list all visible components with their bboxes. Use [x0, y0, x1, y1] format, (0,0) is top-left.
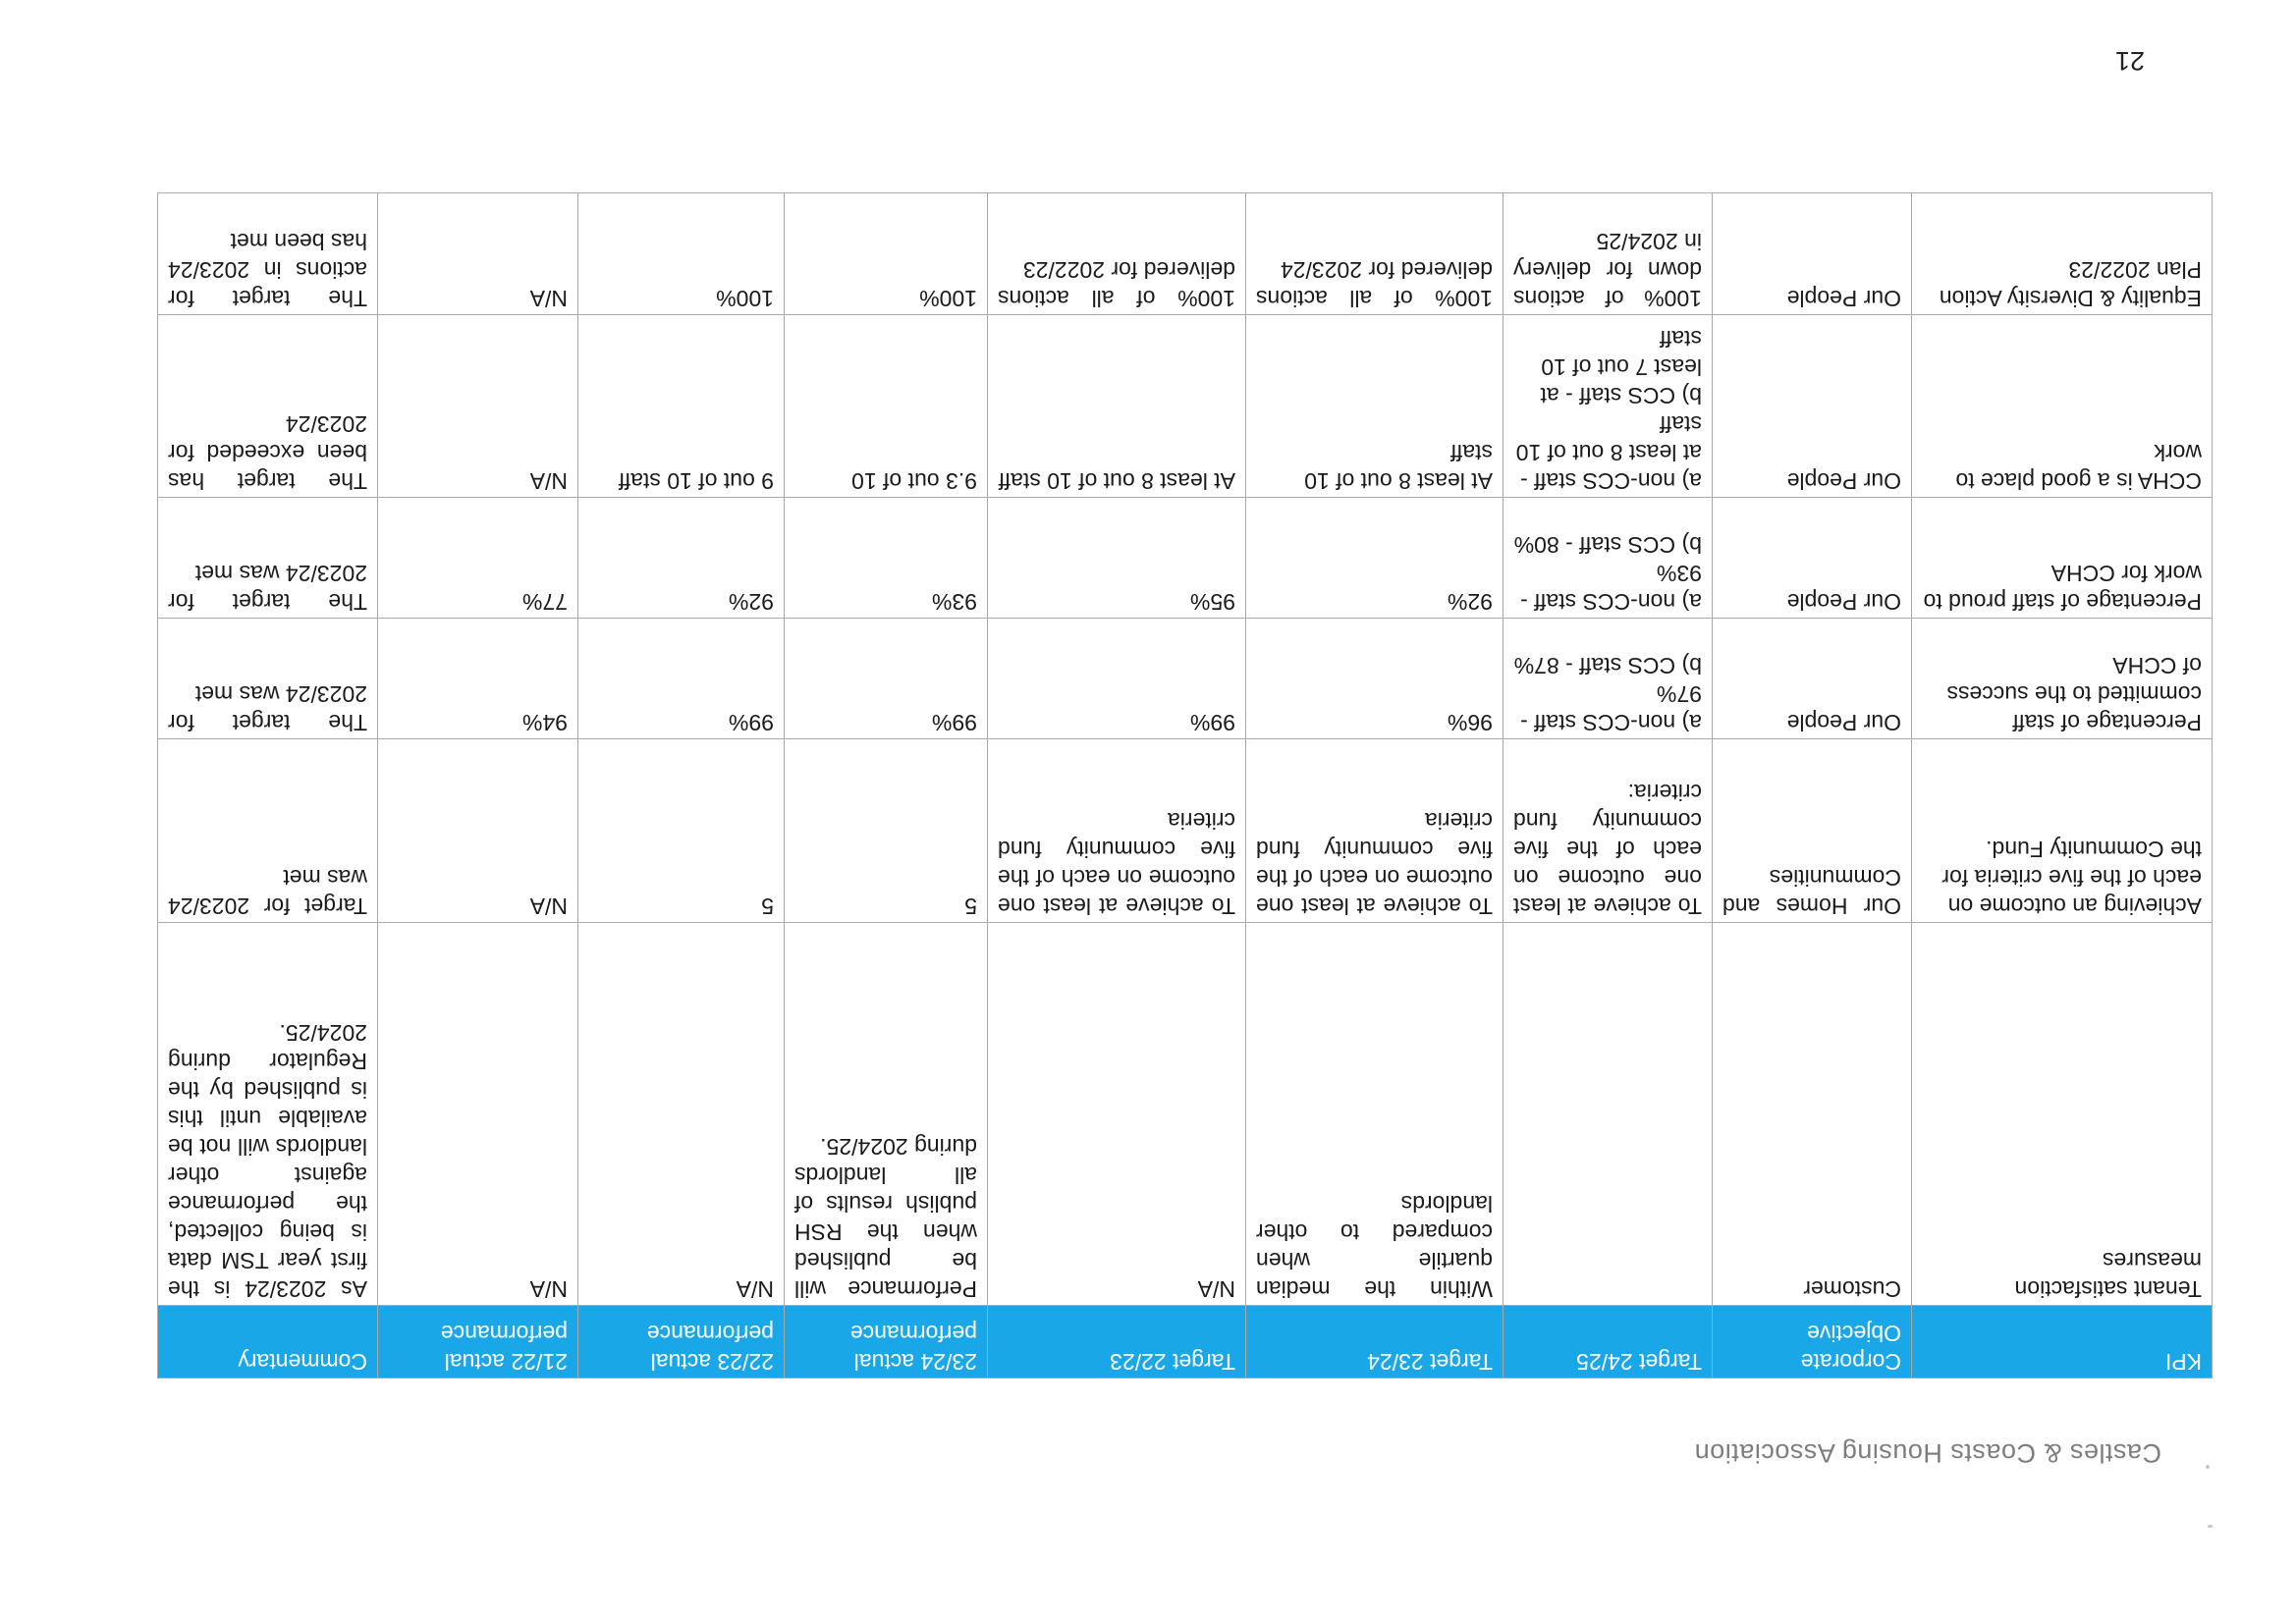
column-header: 21/22 actual performance: [378, 1306, 578, 1379]
target-23-24-cell: 100% of all actions delivered for 2023/24: [1246, 193, 1503, 315]
table-row: [158, 498, 2213, 619]
actual-23-24-cell: 93%: [785, 498, 988, 619]
commentary-cell: The target for 2023/24 was met: [158, 498, 378, 619]
table-row: [158, 315, 2213, 498]
column-header: Commentary: [158, 1306, 378, 1379]
column-header: Target 23/24: [1246, 1306, 1503, 1379]
actual-21-22-cell: 77%: [378, 498, 578, 619]
table-row: [158, 619, 2213, 739]
page-number: 21: [2115, 46, 2146, 76]
target-24-25-cell: [1503, 923, 1713, 1306]
target-23-24-cell: Within the median quartile when compared to other landlords: [1246, 923, 1503, 1306]
column-header: 22/23 actual performance: [578, 1306, 785, 1379]
target-23-24-cell: 96%: [1246, 619, 1503, 739]
table-row: [158, 923, 2213, 1306]
table-row: [158, 193, 2213, 315]
column-header: Target 22/23: [988, 1306, 1246, 1379]
commentary-cell: Target for 2023/24 was met: [158, 739, 378, 923]
objective-cell: Our People: [1713, 315, 1912, 498]
column-header: 23/24 actual performance: [785, 1306, 988, 1379]
target-22-23-cell: N/A: [988, 923, 1246, 1306]
target-22-23-cell: To achieve at least one outcome on each of the five community fund criteria: [988, 739, 1246, 923]
objective-cell: Our People: [1713, 193, 1912, 315]
table-row: [158, 739, 2213, 923]
commentary-cell: The target for 2023/24 was met: [158, 619, 378, 739]
kpi-cell: Achieving an outcome on each of the five criteria for the Community Fund.: [1912, 739, 2213, 923]
kpi-cell: CCHA is a good place to work: [1912, 315, 2213, 498]
target-24-25-cell: a) non-CCS staff - 93% b) CCS staff - 80%: [1503, 498, 1713, 619]
actual-23-24-cell: 9.3 out of 10: [785, 315, 988, 498]
actual-21-22-cell: N/A: [378, 315, 578, 498]
target-22-23-cell: 95%: [988, 498, 1246, 619]
column-header: Corporate Objective: [1713, 1306, 1912, 1379]
target-24-25-cell: To achieve at least one outcome on each of the five community fund criteria:: [1503, 739, 1713, 923]
actual-22-23-cell: N/A: [578, 923, 785, 1306]
kpi-cell: Equality & Diversity Action Plan 2022/23: [1912, 193, 2213, 315]
actual-23-24-cell: Performance will be published when the RSH publish results of all landlords during 2024/25.: [785, 923, 988, 1306]
objective-cell: Our People: [1713, 619, 1912, 739]
objective-cell: Our Homes and Communities: [1713, 739, 1912, 923]
actual-21-22-cell: N/A: [378, 739, 578, 923]
actual-22-23-cell: 100%: [578, 193, 785, 315]
target-24-25-cell: a) non-CCS staff - 97% b) CCS staff - 87%: [1503, 619, 1713, 739]
actual-21-22-cell: N/A: [378, 923, 578, 1306]
actual-23-24-cell: 100%: [785, 193, 988, 315]
actual-21-22-cell: N/A: [378, 193, 578, 315]
objective-cell: Our People: [1713, 498, 1912, 619]
column-header: Target 24/25: [1503, 1306, 1713, 1379]
organisation-header: Castles & Coasts Housing Association: [1694, 1438, 2161, 1468]
table-header-row: [158, 1306, 2213, 1379]
actual-23-24-cell: 99%: [785, 619, 988, 739]
scan-speck: [2208, 1525, 2213, 1528]
actual-22-23-cell: 9 out of 10 staff: [578, 315, 785, 498]
kpi-cell: Tenant satisfaction measures: [1912, 923, 2213, 1306]
column-header: KPI: [1912, 1306, 2213, 1379]
target-23-24-cell: To achieve at least one outcome on each of the five community fund criteria: [1246, 739, 1503, 923]
kpi-cell: Percentage of staff proud to work for CCHA: [1912, 498, 2213, 619]
commentary-cell: As 2023/24 is the first year TSM data is being collected, the performance against other landlords will not be available until this is published by the Regulator during 2024/25.: [158, 923, 378, 1306]
target-23-24-cell: At least 8 out of 10 staff: [1246, 315, 1503, 498]
target-22-23-cell: 99%: [988, 619, 1246, 739]
target-22-23-cell: At least 8 out of 10 staff: [988, 315, 1246, 498]
target-24-25-cell: a) non-CCS staff - at least 8 out of 10 staff b) CCS staff - at least 7 out of 10 staff: [1503, 315, 1713, 498]
kpi-cell: Percentage of staff committed to the success of CCHA: [1912, 619, 2213, 739]
scan-speck: [2206, 1465, 2210, 1469]
actual-22-23-cell: 92%: [578, 498, 785, 619]
target-24-25-cell: 100% of actions down for delivery in 2024/25: [1503, 193, 1713, 315]
actual-23-24-cell: 5: [785, 739, 988, 923]
commentary-cell: The target has been exceeded for 2023/24: [158, 315, 378, 498]
commentary-cell: The target for actions in 2023/24 has been met: [158, 193, 378, 315]
actual-22-23-cell: 5: [578, 739, 785, 923]
actual-21-22-cell: 94%: [378, 619, 578, 739]
actual-22-23-cell: 99%: [578, 619, 785, 739]
target-23-24-cell: 92%: [1246, 498, 1503, 619]
objective-cell: Customer: [1713, 923, 1912, 1306]
kpi-table: [157, 192, 2213, 1379]
target-22-23-cell: 100% of all actions delivered for 2022/23: [988, 193, 1246, 315]
